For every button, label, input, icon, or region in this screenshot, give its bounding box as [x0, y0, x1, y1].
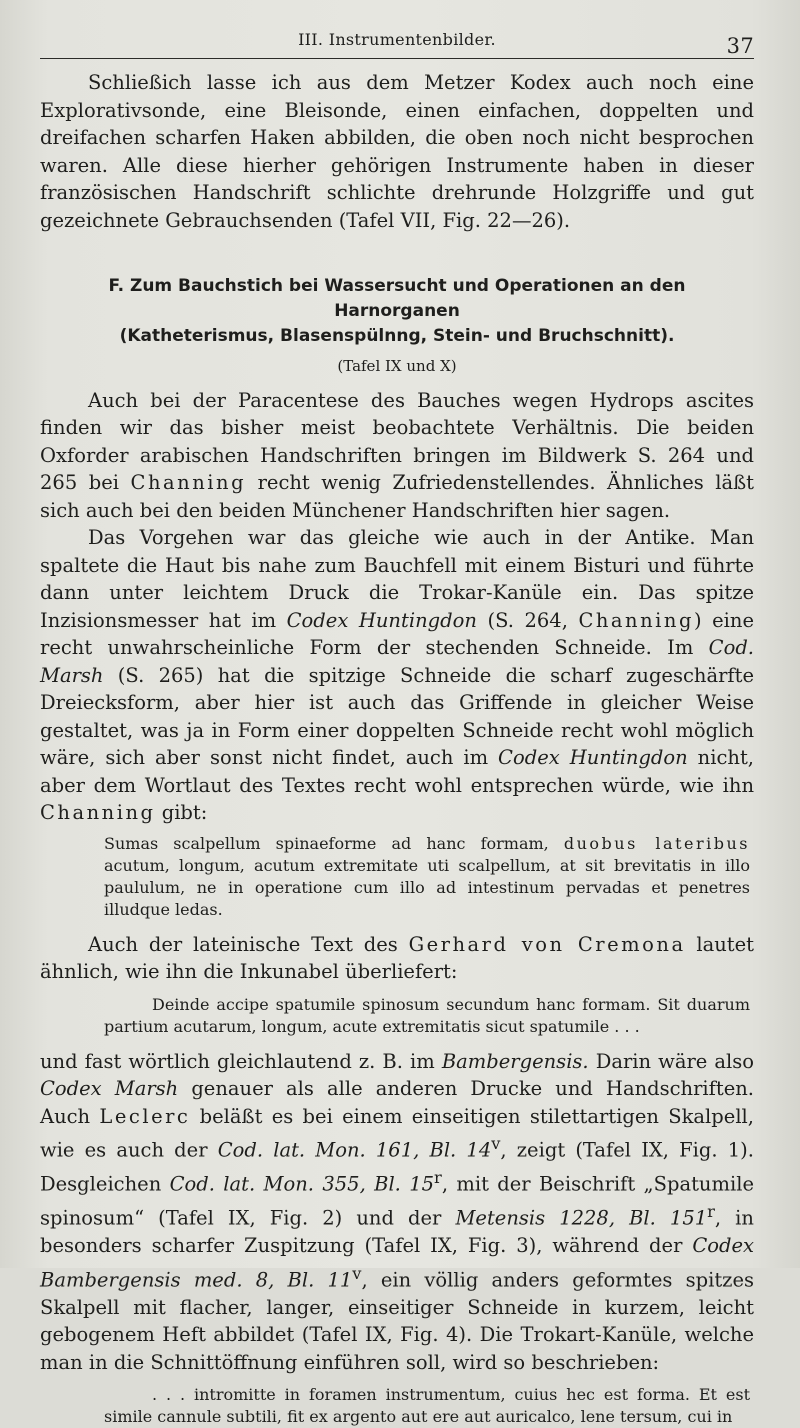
paragraph-1: Schließich lasse ich aus dem Metzer Kodex auch noch eine Explorativsonde, eine Bleisonde, einen einfachen, doppelten und dreifachen scharfen Haken abbilden, die oben noch nicht besprochen waren. Alle diese hierher gehörigen Instrumente haben in dieser französischen Handschrift schlichte drehrunde Holzgriffe und gut gezeichnete Gebrauchsenden (Tafel VII, Fig. 22—26).: [40, 71, 754, 232]
text-run: Sumas scalpellum spinaeforme ad hanc formam,: [104, 833, 564, 853]
folio-superscript: r: [707, 1202, 715, 1221]
text-run: ) eine recht unwahrscheinliche Form der stechenden Schneide. Im: [40, 608, 755, 659]
manuscript-title: Cod. lat. Mon. 355, Bl. 15: [169, 1172, 435, 1196]
author-name: Channing: [578, 608, 694, 632]
manuscript-title: Metensis 1228, Bl. 151: [455, 1206, 708, 1230]
header-rule: [40, 58, 754, 59]
manuscript-title: Codex Marsh: [40, 1077, 179, 1100]
author-name: Gerhard von Cremona: [408, 932, 686, 956]
text-run: . . . intromitte in foramen instrumentum, cuius hec est forma. Et est simile cannule subtili, fit ex argento aut ere aut auricalco, lene tersum, cui in: [104, 1385, 750, 1426]
text-run: , zeigt (Tafel IX, Fig. 1). Desgleichen: [40, 1138, 754, 1196]
text-run: , ein völlig anders geformtes spitzes Skalpell mit flacher, langer, einseitiger Schneide in kurzem, leicht gebogenem Heft abbildet (Tafel IX, Fig. 4). Die Trokart-Kanüle, welche man in die Schnittöffnung einführen soll, wird so beschrieben:: [40, 1268, 754, 1374]
paragraph-3: [40, 524, 754, 827]
folio-superscript: v: [352, 1263, 362, 1283]
text-run: (S. 265) hat die spitzige Schneide die scharf zugeschärfte Dreiecksform, aber hier ist auch das Griffende in gleicher Weise gestaltet, was ja in Form einer doppelten Schneide recht wohl möglich wäre, sich aber sonst nicht findet, auch im: [40, 663, 754, 769]
text-run: gibt:: [155, 801, 208, 824]
text-run: recht wenig Zufriedenstellendes. Ähnliches läßt sich auch bei den beiden Münchener Handschriften hier sagen.: [40, 471, 754, 522]
section-heading-line-1: F. Zum Bauchstich bei Wassersucht und Operationen an den Harnorganen: [108, 276, 686, 321]
main-text: [40, 69, 754, 1428]
paragraph-5: [40, 1048, 754, 1377]
manuscript-title: Bambergensis.: [441, 1049, 589, 1073]
text-run: lautet ähnlich, wie ihn die Inkunabel überliefert:: [40, 932, 754, 983]
page-number: 37: [726, 34, 754, 58]
text-run: (S. 264,: [476, 608, 579, 632]
text-run: Darin wäre also: [588, 1049, 754, 1073]
author-name: Channing: [130, 471, 247, 494]
folio-superscript: r: [434, 1168, 442, 1187]
text-run: , in besonders scharfer Zuspitzung (Tafel IX, Fig. 3), während der: [40, 1206, 754, 1257]
paragraph-4: [40, 931, 754, 986]
section-heading: [44, 274, 750, 349]
manuscript-title: Codex Huntingdon: [286, 608, 477, 632]
manuscript-title: Codex Bambergensis med. 8, Bl. 11: [40, 1234, 754, 1291]
text-run: und fast wörtlich gleichlautend z. B. im: [40, 1049, 442, 1073]
text-run: Auch bei der Paracentese des Bauches wegen Hydrops ascites finden wir das bisher meist beobachtete Verhältnis. Die beiden Oxforder arabischen Handschriften bringen im Bildwerk S. 264 und 265 bei: [40, 388, 754, 494]
text-run: acutum, longum, acutum extremitate uti scalpellum, at sit brevitatis in illo paululum, ne in operatione cum illo ad intestinum pervadas et penetres illudque ledas.: [104, 855, 750, 919]
text-run: nicht, aber dem Wortlaut des Textes recht wohl entsprechen würde, wie ihn: [40, 746, 754, 797]
latin-quote-3: [104, 1384, 750, 1428]
text-run: , mit der Beischrift „Spatumile spinosum“ (Tafel IX, Fig. 2) und der: [40, 1172, 754, 1230]
manuscript-title: Codex Huntingdon: [498, 746, 688, 769]
latin-quote-2: [104, 994, 750, 1038]
plate-reference: (Tafel IX und X): [337, 357, 457, 375]
text-run: genauer als alle anderen Drucke und Handschriften. Auch: [40, 1077, 755, 1128]
author-name: Leclerc: [99, 1104, 191, 1128]
text-run: duobus lateribus: [563, 833, 750, 853]
manuscript-title: Cod. Marsh: [40, 636, 754, 687]
text-run: Das Vorgehen war das gleiche wie auch in der Antike. Man spaltete die Haut bis nahe zum Bauchfell mit einem Bisturi und führte dann unter leichtem Druck die Trokar-Kanüle ein. Das spitze Inzisionsmesser hat im: [40, 526, 754, 632]
text-run: Deinde accipe spatumile spinosum secundum hanc formam. Sit duarum partium acutarum, longum, acute extremitatis sicut spatumile . . .: [104, 994, 750, 1036]
manuscript-title: Cod. lat. Mon. 161, Bl. 14: [217, 1138, 492, 1162]
running-title: III. Instrumentenbilder.: [298, 30, 496, 49]
text-run: beläßt es bei einem einseitigen stilettartigen Skalpell, wie es auch der: [40, 1104, 754, 1162]
author-name: Channing: [40, 801, 156, 824]
latin-quote-1: [104, 833, 750, 921]
section-heading-line-2: (Katheterismus, Blasenspülnng, Stein- und Bruchschnitt).: [119, 326, 675, 346]
folio-superscript: v: [491, 1134, 501, 1153]
text-run: Auch der lateinische Text des: [88, 932, 409, 956]
paragraph-2: [40, 387, 754, 525]
running-head: [40, 28, 754, 58]
